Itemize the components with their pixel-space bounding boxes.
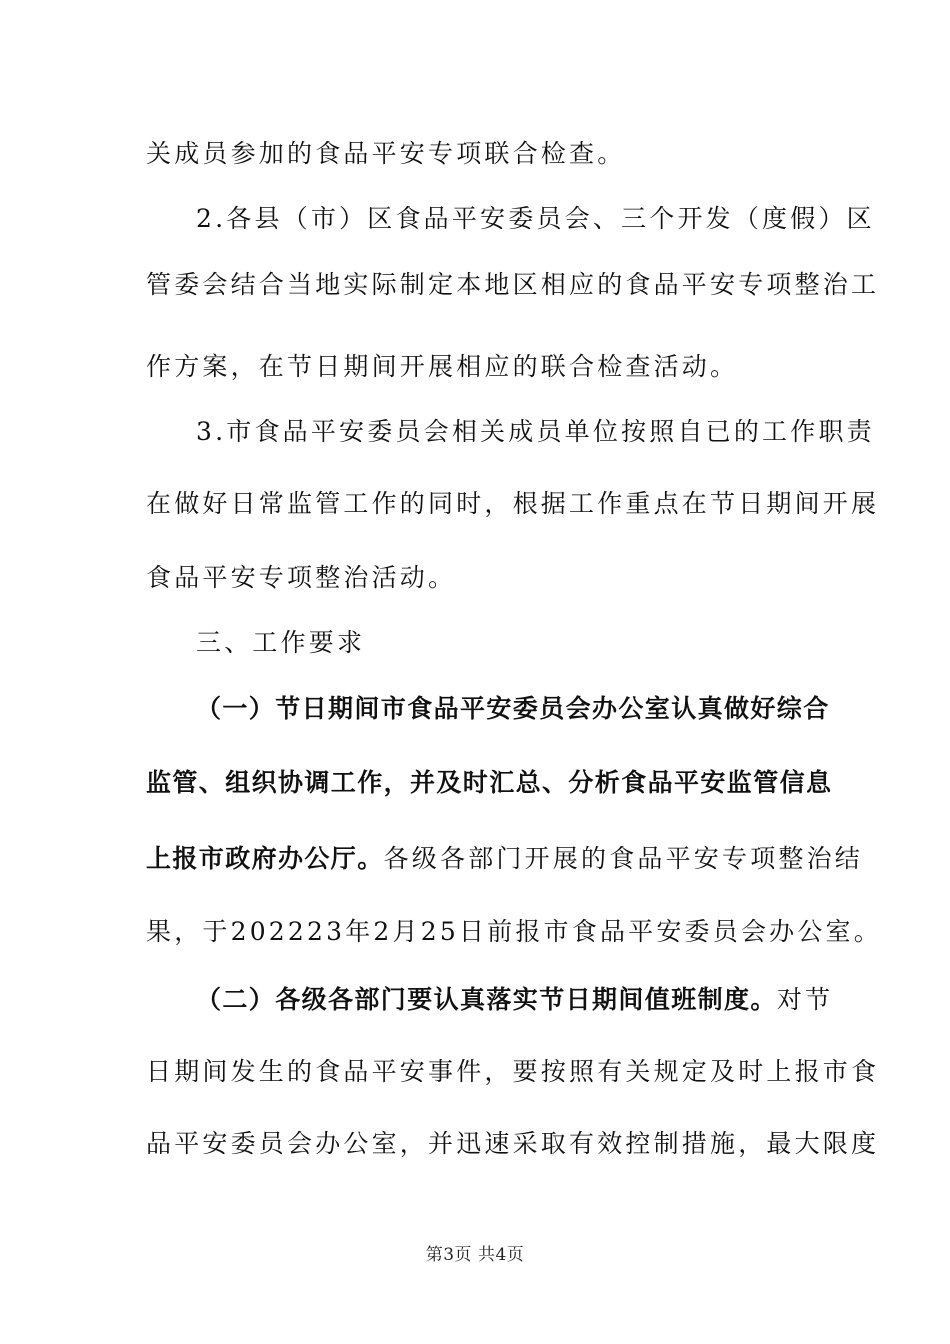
body-text-line: 果，于202223年2月25日前报市食品平安委员会办公室。 xyxy=(146,917,882,946)
body-text-line: 3.市食品平安委员会相关成员单位按照自已的工作职责 xyxy=(196,417,875,446)
body-text-line: 作方案，在节日期间开展相应的联合检查活动。 xyxy=(146,352,739,381)
section-heading: 三、工作要求 xyxy=(196,628,366,657)
body-text-line: 2.各县（市）区食品平安委员会、三个开发（度假）区 xyxy=(196,204,875,233)
body-text-line: 在做好日常监管工作的同时，根据工作重点在节日期间开展 xyxy=(146,489,880,518)
normal-segment: 对节 xyxy=(776,985,834,1014)
body-text-line-bold: 监管、组织协调工作，并及时汇总、分析食品平安监管信息 xyxy=(146,768,833,797)
body-text-line-mixed xyxy=(196,984,834,1016)
body-text-line: 管委会结合当地实际制定本地区相应的食品平安专项整治工 xyxy=(146,270,880,299)
body-text-line-bold: （一）节日期间市食品平安委员会办公室认真做好综合 xyxy=(196,694,830,723)
body-text-line-mixed xyxy=(146,843,864,875)
page-footer: 第3页 共4页 xyxy=(425,1245,525,1265)
body-text-line: 日期间发生的食品平安事件，要按照有关规定及时上报市食 xyxy=(146,1057,880,1086)
bold-segment: （二）各级各部门要认真落实节日期间值班制度。 xyxy=(196,985,777,1014)
normal-segment: 各级各部门开展的食品平安专项整治结 xyxy=(383,844,864,873)
body-text-line: 品平安委员会办公室，并迅速采取有效控制措施，最大限度 xyxy=(146,1129,880,1158)
body-text-line: 关成员参加的食品平安专项联合检查。 xyxy=(146,139,626,168)
body-text-line: 食品平安专项整治活动。 xyxy=(146,563,457,592)
bold-segment: 上报市政府办公厅。 xyxy=(146,844,384,873)
